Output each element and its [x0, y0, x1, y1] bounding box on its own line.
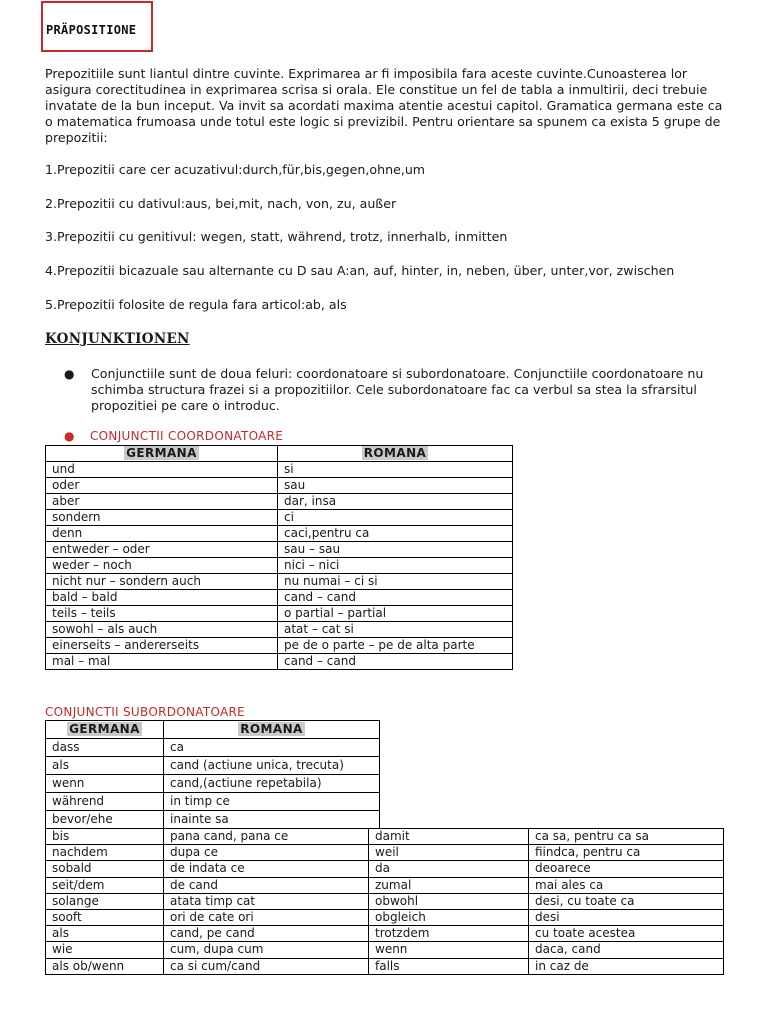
table-row: [46, 845, 724, 861]
table-cell: weder – noch: [46, 558, 278, 574]
table-cell: atat – cat si: [278, 622, 513, 638]
col-header-ro: ROMANA: [164, 721, 380, 739]
table-cell: sau: [278, 478, 513, 494]
group-4: 4.Prepozitii bicazuale sau alternante cu D sau A:an, auf, hinter, in, neben, über, unter,vor, zwischen: [45, 263, 675, 278]
table-cell: denn: [46, 526, 278, 542]
bullet-icon: ●: [64, 367, 75, 381]
group-5: 5.Prepozitii folosite de regula fara articol:ab, als: [45, 297, 347, 312]
table-cell: aber: [46, 494, 278, 510]
table-cell: deoarece: [529, 861, 724, 877]
table-row: [46, 622, 513, 638]
table-row: [46, 877, 724, 893]
table-cell: de cand: [164, 877, 369, 893]
table-row: [46, 829, 724, 845]
table-cell: ca: [164, 739, 380, 757]
title-box: [41, 1, 153, 52]
coord-heading: CONJUNCTII COORDONATOARE: [90, 429, 284, 443]
table-row: [46, 606, 513, 622]
table-cell: mai ales ca: [529, 877, 724, 893]
group-2: 2.Prepozitii cu dativul:aus, bei,mit, nach, von, zu, außer: [45, 196, 397, 211]
table-cell: sau – sau: [278, 542, 513, 558]
table-cell: cu toate acestea: [529, 926, 724, 942]
table-cell: bis: [46, 829, 164, 845]
table-cell: wenn: [369, 942, 529, 958]
col-header-de: GERMANA: [46, 721, 164, 739]
table-cell: während: [46, 793, 164, 811]
table-cell: in timp ce: [164, 793, 380, 811]
table-row: [46, 793, 380, 811]
table-row: [46, 909, 724, 925]
bullet-icon-red: ●: [64, 429, 75, 443]
table-cell: solange: [46, 893, 164, 909]
table-cell: sobald: [46, 861, 164, 877]
table-cell: ca si cum/cand: [164, 958, 369, 974]
table-cell: cum, dupa cum: [164, 942, 369, 958]
table-cell: zumal: [369, 877, 529, 893]
table-row: [46, 638, 513, 654]
table-cell: teils – teils: [46, 606, 278, 622]
table-cell: dar, insa: [278, 494, 513, 510]
table-cell: damit: [369, 829, 529, 845]
table-cell: nici – nici: [278, 558, 513, 574]
col-header-ro: ROMANA: [278, 446, 513, 462]
table-cell: sowohl – als auch: [46, 622, 278, 638]
table-cell: nachdem: [46, 845, 164, 861]
table-cell: in caz de: [529, 958, 724, 974]
table-row: [46, 775, 380, 793]
table-cell: cand – cand: [278, 590, 513, 606]
table-cell: dass: [46, 739, 164, 757]
table-row: [46, 574, 513, 590]
table-row: [46, 494, 513, 510]
table-row: [46, 893, 724, 909]
table-cell: bevor/ehe: [46, 811, 164, 829]
table-cell: bald – bald: [46, 590, 278, 606]
table-cell: trotzdem: [369, 926, 529, 942]
konj-text: Conjunctiile sunt de doua feluri: coordonatoare si subordonatoare. Conjunctiile coordonatoare nu schimba structura frazei si a propozitiilor. Cele subordonatoare fac ca verbul sa stea la sfrarsitul propozitiei pe care o introduc.: [91, 366, 704, 413]
table-cell: desi: [529, 909, 724, 925]
table-cell: nu numai – ci si: [278, 574, 513, 590]
table-row: [46, 542, 513, 558]
page-title: PRÄPOSITIONE: [46, 23, 137, 37]
coord-header-row: [46, 446, 513, 462]
table-row: [46, 739, 380, 757]
table-cell: ori de cate ori: [164, 909, 369, 925]
table-row: [46, 958, 724, 974]
table-cell: desi, cu toate ca: [529, 893, 724, 909]
table-cell: als: [46, 757, 164, 775]
table-cell: und: [46, 462, 278, 478]
col-header-de: GERMANA: [46, 446, 278, 462]
table-cell: oder: [46, 478, 278, 494]
table-cell: entweder – oder: [46, 542, 278, 558]
table-cell: inainte sa: [164, 811, 380, 829]
table-cell: wie: [46, 942, 164, 958]
table-row: [46, 462, 513, 478]
table-cell: pana cand, pana ce: [164, 829, 369, 845]
table-row: [46, 590, 513, 606]
group-3: 3.Prepozitii cu genitivul: wegen, statt, während, trotz, innerhalb, inmitten: [45, 229, 508, 244]
table-cell: fiindca, pentru ca: [529, 845, 724, 861]
subord-table-main: [45, 828, 724, 975]
subord-table-top: [45, 720, 380, 829]
subord-header-row: [46, 721, 380, 739]
table-cell: caci,pentru ca: [278, 526, 513, 542]
table-cell: pe de o parte – pe de alta parte: [278, 638, 513, 654]
table-row: [46, 942, 724, 958]
table-cell: atata timp cat: [164, 893, 369, 909]
table-cell: o partial – partial: [278, 606, 513, 622]
table-cell: cand – cand: [278, 654, 513, 670]
table-cell: mal – mal: [46, 654, 278, 670]
table-cell: da: [369, 861, 529, 877]
table-cell: sooft: [46, 909, 164, 925]
table-cell: dupa ce: [164, 845, 369, 861]
table-cell: obwohl: [369, 893, 529, 909]
table-row: [46, 926, 724, 942]
group-1: 1.Prepozitii care cer acuzativul:durch,für,bis,gegen,ohne,um: [45, 162, 426, 177]
table-cell: einerseits – andererseits: [46, 638, 278, 654]
table-row: [46, 654, 513, 670]
table-row: [46, 811, 380, 829]
table-cell: als ob/wenn: [46, 958, 164, 974]
table-row: [46, 757, 380, 775]
table-cell: obgleich: [369, 909, 529, 925]
table-row: [46, 478, 513, 494]
table-cell: ci: [278, 510, 513, 526]
table-cell: falls: [369, 958, 529, 974]
table-cell: cand (actiune unica, trecuta): [164, 757, 380, 775]
table-cell: sondern: [46, 510, 278, 526]
table-row: [46, 510, 513, 526]
table-cell: wenn: [46, 775, 164, 793]
intro-paragraph: Prepozitiile sunt liantul dintre cuvinte. Exprimarea ar fi imposibila fara aceste cuvinte.Cunoasterea lor asigura corectitudinea in exprimarea scrisa si orala. Ele constitue un fel de tabla a inmultirii, deci trebuie invatate de la bun inceput. Va invit sa acordati maxima atentie acestui capitol. Gramatica germana este ca o matematica frumoasa unde totul este logic si previzibil. Pentru orientare sa spunem ca exista 5 grupe de prepozitii:: [45, 66, 723, 145]
subord-heading: CONJUNCTII SUBORDONATOARE: [45, 705, 246, 719]
table-cell: ca sa, pentru ca sa: [529, 829, 724, 845]
table-row: [46, 526, 513, 542]
table-cell: als: [46, 926, 164, 942]
konjunktionen-heading: KONJUNKTIONEN: [45, 331, 190, 347]
table-cell: si: [278, 462, 513, 478]
coord-table: [45, 445, 513, 670]
table-cell: cand,(actiune repetabila): [164, 775, 380, 793]
table-cell: weil: [369, 845, 529, 861]
table-cell: cand, pe cand: [164, 926, 369, 942]
table-cell: daca, cand: [529, 942, 724, 958]
table-row: [46, 558, 513, 574]
table-cell: nicht nur – sondern auch: [46, 574, 278, 590]
table-cell: seit/dem: [46, 877, 164, 893]
table-row: [46, 861, 724, 877]
table-cell: de indata ce: [164, 861, 369, 877]
